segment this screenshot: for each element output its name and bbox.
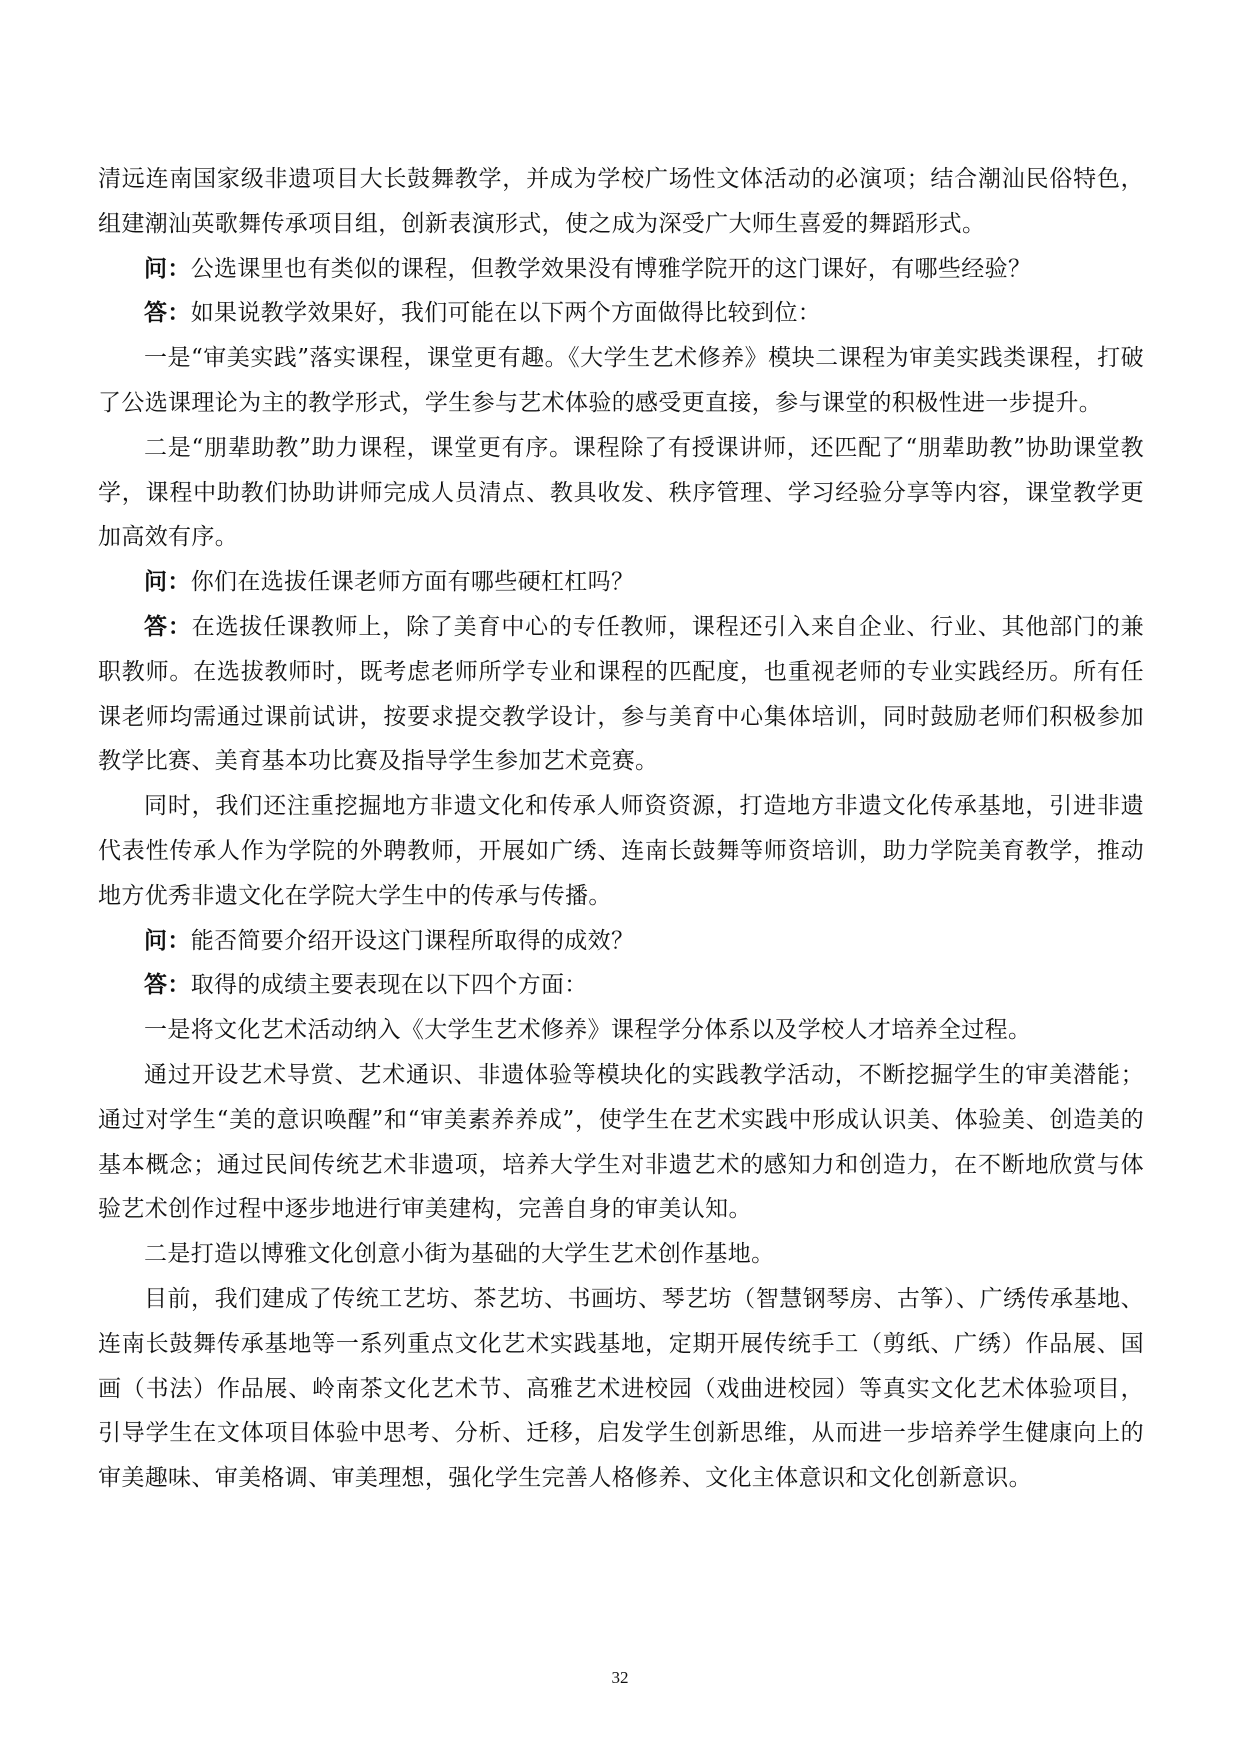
answer-label: 答：	[144, 612, 192, 640]
paragraph-text: 一是“审美实践”落实课程，课堂更有趣。《大学生艺术修养》模块二课程为审美实践类课程，打破了公选课理论为主的教学形式，学生参与艺术体验的感受更直接，参与课堂的积极性进一步提升。	[98, 345, 1144, 416]
answer-1	[98, 291, 1144, 336]
paragraph-1	[98, 157, 1144, 247]
answer-text: 在选拔任课教师上，除了美育中心的专任教师，课程还引入来自企业、行业、其他部门的兼职教师。在选拔教师时，既考虑老师所学专业和课程的匹配度，也重视老师的专业实践经历。所有任课老师均需通过课前试讲，按要求提交教学设计，参与美育中心集体培训，同时鼓励老师们积极参加教学比赛、美育基本功比赛及指导学生参加艺术竞赛。	[98, 613, 1145, 775]
paragraph-14	[98, 1277, 1144, 1501]
answer-2	[98, 605, 1144, 784]
question-2	[98, 560, 1144, 605]
page-body	[98, 157, 1144, 1501]
question-1	[98, 247, 1144, 292]
question-3	[98, 919, 1144, 964]
paragraph-text: 目前，我们建成了传统工艺坊、茶艺坊、书画坊、琴艺坊（智慧钢琴房、古筝）、广绣传承基地、连南长鼓舞传承基地等一系列重点文化艺术实践基地，定期开展传统手工（剪纸、广绣）作品展、国画（书法）作品展、岭南茶文化艺术节、高雅艺术进校园（戏曲进校园）等真实文化艺术体验项目，引导学生在文体项目体验中思考、分析、迁移，启发学生创新思维，从而进一步培养学生健康向上的审美趣味、审美格调、审美理想，强化学生完善人格修养、文化主体意识和文化创新意识。	[98, 1285, 1144, 1492]
paragraph-text: 二是打造以博雅文化创意小街为基础的大学生艺术创作基地。	[144, 1241, 775, 1268]
paragraph-text: 清远连南国家级非遗项目大长鼓舞教学，并成为学校广场性文体活动的必演项；结合潮汕民俗特色，组建潮汕英歌舞传承项目组，创新表演形式，使之成为深受广大师生喜爱的舞蹈形式。	[98, 166, 1144, 237]
question-text: 能否简要介绍开设这门课程所取得的成效？	[190, 927, 635, 954]
paragraph-text: 通过开设艺术导赏、艺术通识、非遗体验等模块化的实践教学活动，不断挖掘学生的审美潜能；通过对学生“美的意识唤醒”和“审美素养养成”，使学生在艺术实践中形成认识美、体验美、创造美的基本概念；通过民间传统艺术非遗项，培养大学生对非遗艺术的感知力和创造力，在不断地欣赏与体验艺术创作过程中逐步地进行审美建构，完善自身的审美认知。	[98, 1061, 1144, 1223]
paragraph-8	[98, 784, 1144, 918]
paragraph-5	[98, 426, 1144, 560]
question-label: 问：	[144, 926, 191, 954]
answer-text: 取得的成绩主要表现在以下四个方面：	[190, 972, 588, 999]
answer-text: 如果说教学效果好，我们可能在以下两个方面做得比较到位：	[190, 300, 822, 327]
answer-3	[98, 963, 1144, 1008]
paragraph-text: 同时，我们还注重挖掘地方非遗文化和传承人师资资源，打造地方非遗文化传承基地，引进非遗代表性传承人作为学院的外聘教师，开展如广绣、连南长鼓舞等师资培训，助力学院美育教学，推动地方优秀非遗文化在学院大学生中的传承与传播。	[98, 793, 1144, 909]
answer-label: 答：	[144, 299, 191, 327]
page-number: 32	[611, 1668, 629, 1687]
paragraph-12	[98, 1053, 1144, 1232]
paragraph-4	[98, 336, 1144, 426]
paragraph-text: 一是将文化艺术活动纳入《大学生艺术修养》课程学分体系以及学校人才培养全过程。	[144, 1017, 1032, 1044]
question-label: 问：	[144, 568, 191, 596]
paragraph-13	[98, 1232, 1144, 1277]
paragraph-text: 二是“朋辈助教”助力课程，课堂更有序。课程除了有授课讲师，还匹配了“朋辈助教”协助课堂教学，课程中助教们协助讲师完成人员清点、教具收发、秩序管理、学习经验分享等内容，课堂教学更加高效有序。	[98, 434, 1144, 551]
question-text: 你们在选拔任课老师方面有哪些硬杠杠吗？	[190, 569, 635, 596]
question-label: 问：	[144, 254, 191, 282]
question-text: 公选课里也有类似的课程，但教学效果没有博雅学院开的这门课好，有哪些经验？	[190, 255, 1032, 282]
paragraph-11	[98, 1008, 1144, 1053]
answer-label: 答：	[144, 971, 191, 999]
